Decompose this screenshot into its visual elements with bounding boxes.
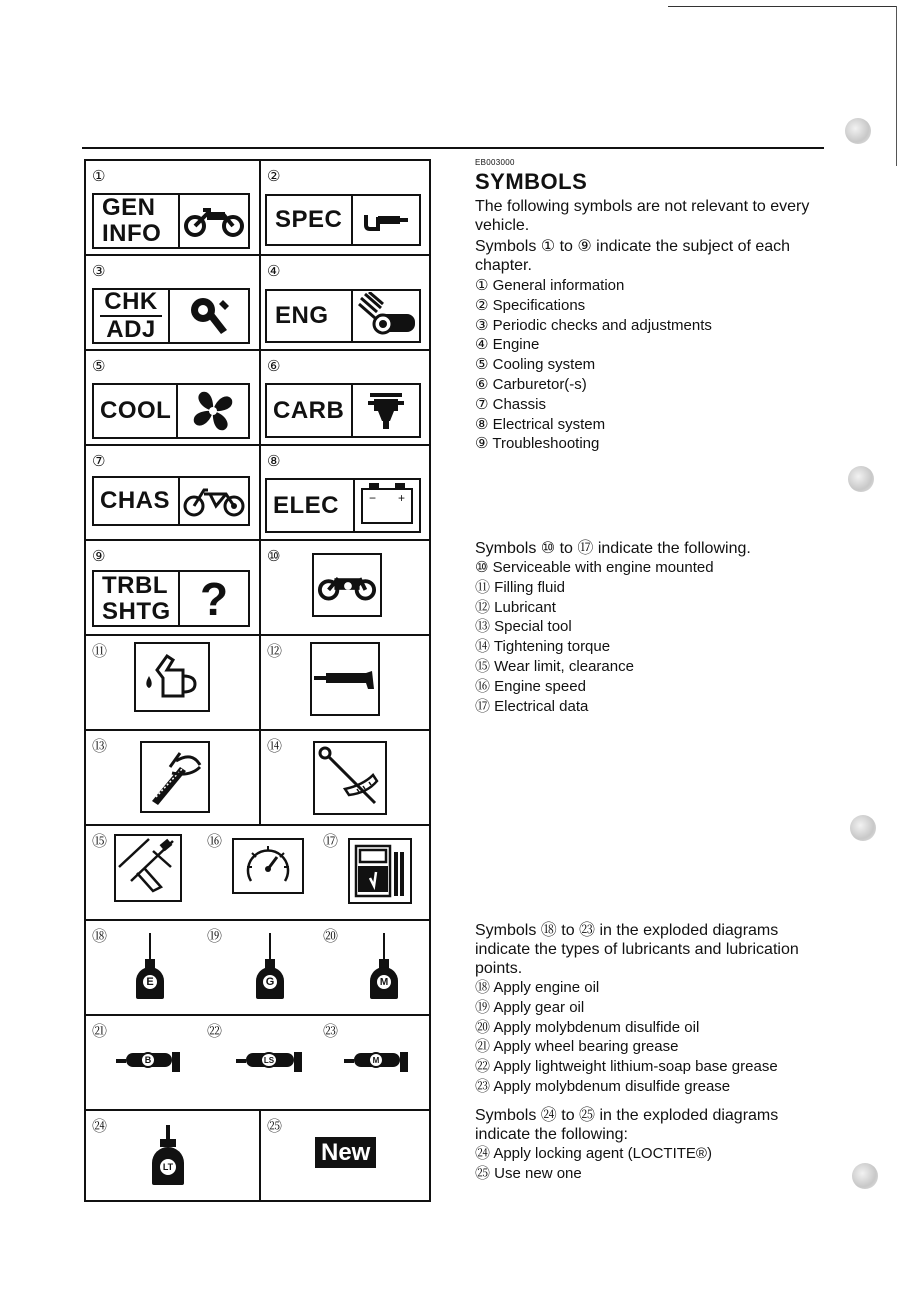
section-heading: Symbols ⑱ to ㉓ in the exploded diagrams indicate the types of lubricants and lubrication points. — [475, 922, 799, 977]
chas-badge — [92, 476, 250, 526]
cell-greases — [84, 1014, 431, 1111]
oil-letter: M — [375, 973, 393, 991]
symbol-number: ⑭ — [267, 737, 283, 755]
section-heading: Symbols ⑩ to ⑰ indicate the following. — [475, 540, 751, 557]
symbol-number: ⑥ — [267, 357, 281, 375]
oil-can-icon — [134, 642, 210, 712]
question-mark-icon: ? — [199, 572, 229, 625]
chk-adj-badge — [92, 288, 250, 344]
symbol-number: ⑬ — [92, 737, 108, 755]
binder-hole — [845, 118, 871, 144]
list-item: ⑨ Troubleshooting — [475, 435, 600, 453]
cell-cool — [84, 349, 261, 446]
battery-icon — [355, 480, 419, 531]
symbol-number: ③ — [92, 262, 106, 280]
chk-text: CHK — [100, 289, 162, 317]
list-item: ⑦ Chassis — [475, 395, 546, 413]
wrench-icon — [170, 290, 248, 342]
fan-icon — [178, 385, 248, 437]
symbol-number: ⑩ — [267, 547, 281, 565]
list-item: ⑮ Wear limit, clearance — [475, 657, 634, 675]
header-rule — [82, 147, 824, 149]
chk-adj-label — [94, 290, 168, 342]
spec-label: SPEC — [275, 206, 343, 233]
cell-carb — [259, 349, 431, 446]
cell-spec — [259, 159, 431, 256]
grease-letter: B — [140, 1052, 156, 1068]
cell-elec — [259, 444, 431, 541]
new-badge — [315, 1139, 376, 1167]
oil-letter: E — [141, 973, 159, 991]
symbol-number: ⑧ — [267, 452, 281, 470]
symbols-24-25-block — [475, 1104, 830, 1184]
trbl-shtg-label — [94, 572, 178, 625]
trbl-text: TRBL — [102, 571, 168, 599]
top-rule — [668, 6, 896, 7]
list-item: ① General information — [475, 277, 625, 294]
intro-paragraph-chapters: Symbols ① to ⑨ indicate the subject of each chapter. — [475, 238, 791, 274]
symbol-number: ② — [267, 167, 281, 185]
symbol-number: ⑮ — [92, 832, 108, 850]
engine-oil-icon — [132, 933, 168, 999]
battery-minus: − — [369, 490, 377, 505]
list-item: ㉑ Apply wheel bearing grease — [475, 1038, 679, 1056]
list-item: ⑭ Tightening torque — [475, 638, 611, 656]
list-item: ② Specifications — [475, 296, 586, 314]
binder-hole — [848, 466, 874, 492]
symbol-number: ⑱ — [92, 927, 108, 945]
section-code: EB003000 — [475, 158, 515, 167]
tachometer-icon — [232, 838, 304, 894]
locking-agent-icon — [148, 1125, 188, 1187]
cell-filling-fluid — [84, 634, 261, 731]
symbol-number: ㉒ — [207, 1022, 223, 1040]
cell-new-part — [259, 1109, 431, 1202]
engine-mounted-icon — [312, 553, 382, 617]
symbols-header-block — [475, 158, 830, 454]
list-item: ③ Periodic checks and adjustments — [475, 316, 712, 334]
cool-label: COOL — [100, 397, 172, 424]
list-item: ⑪ Filling fluid — [475, 578, 566, 596]
gen-info-label — [94, 195, 178, 247]
motorcycle-icon — [180, 195, 248, 247]
top-right-rule — [896, 6, 897, 166]
symbol-number: ⑤ — [92, 357, 106, 375]
symbol-number: ⑫ — [267, 642, 283, 660]
multimeter-icon — [348, 838, 412, 904]
cell-engine-mounted — [259, 539, 431, 636]
gen-info-badge — [92, 193, 250, 249]
symbol-number: ⑦ — [92, 452, 106, 470]
binder-hole — [852, 1163, 878, 1189]
cell-eng — [259, 254, 431, 351]
lubricant-icon — [310, 642, 380, 716]
cool-badge — [92, 383, 250, 439]
symbols-18-23-block — [475, 919, 830, 1097]
grease-letter: M — [368, 1052, 384, 1068]
eng-label: ENG — [275, 302, 329, 329]
frame-icon — [180, 478, 248, 524]
list-item: ⑧ Electrical system — [475, 415, 606, 433]
list-item: ⑲ Apply gear oil — [475, 998, 585, 1016]
list-item: ⑫ Lubricant — [475, 598, 556, 616]
intro-paragraph: The following symbols are not relevant to every vehicle. — [475, 198, 810, 234]
symbol-number: ① — [92, 167, 106, 185]
list-item: ㉔ Apply locking agent (LOCTITE®) — [475, 1145, 712, 1162]
symbol-number: ㉓ — [323, 1022, 339, 1040]
list-item: ㉓ Apply molybdenum disulfide grease — [475, 1077, 731, 1095]
special-tool-icon — [140, 741, 210, 813]
feeler-gauge-icon — [353, 196, 419, 244]
symbol-number: ㉑ — [92, 1022, 108, 1040]
shtg-text: SHTG — [102, 597, 171, 625]
adj-text: ADJ — [106, 316, 156, 343]
lithium-grease-icon — [236, 1050, 306, 1072]
carb-label: CARB — [273, 396, 345, 424]
list-item: ⑩ Serviceable with engine mounted — [475, 559, 714, 576]
chapter-list — [475, 276, 830, 454]
symbol-number: ⑯ — [207, 832, 223, 850]
gear-oil-icon — [252, 933, 288, 999]
list-item: ⑰ Electrical data — [475, 697, 589, 715]
symbol-number: ⑲ — [207, 927, 223, 945]
list-item: ㉒ Apply lightweight lithium-soap base grease — [475, 1058, 778, 1076]
cell-gen-info — [84, 159, 261, 256]
symbol-number: ④ — [267, 262, 281, 280]
cell-tightening-torque — [259, 729, 431, 826]
trbl-shtg-badge — [92, 570, 250, 627]
cell-wear-speed-electrical — [84, 824, 431, 921]
carburetor-icon — [353, 385, 419, 436]
carb-badge — [265, 383, 421, 438]
page-title: SYMBOLS — [475, 169, 588, 194]
cell-chas — [84, 444, 261, 541]
oil-letter: G — [261, 973, 279, 991]
spec-badge — [265, 194, 421, 246]
list-item: ⑬ Special tool — [475, 618, 572, 636]
info-text: INFO — [102, 220, 162, 247]
symbol-number: ⑨ — [92, 547, 106, 565]
elec-label: ELEC — [273, 491, 340, 519]
moly-grease-icon — [344, 1050, 412, 1072]
symbol-number: ⑳ — [323, 927, 339, 945]
list-item: ⑥ Carburetor(-s) — [475, 375, 587, 393]
section-heading: Symbols ㉔ to ㉕ in the exploded diagrams indicate the following: — [475, 1107, 779, 1143]
list-item: ⑯ Engine speed — [475, 677, 586, 695]
lt-letter: LT — [158, 1157, 178, 1177]
symbols-10-17-block — [475, 537, 830, 716]
cell-oils — [84, 919, 431, 1016]
torque-wrench-icon — [313, 741, 387, 815]
list-item: ⑤ Cooling system — [475, 356, 596, 374]
symbol-number: ㉔ — [92, 1117, 108, 1135]
cell-locking-agent — [84, 1109, 261, 1202]
new-label: New — [315, 1137, 376, 1168]
list-item: ⑳ Apply molybdenum disulfide oil — [475, 1018, 700, 1036]
caliper-icon — [114, 834, 182, 902]
moly-oil-icon — [366, 933, 402, 999]
cell-special-tool — [84, 729, 261, 826]
cell-lubricant — [259, 634, 431, 731]
binder-hole — [850, 815, 876, 841]
symbol-number: ⑰ — [323, 832, 339, 850]
cell-trbl-shtg — [84, 539, 261, 636]
eng-badge — [265, 289, 421, 343]
symbol-number: ⑪ — [92, 642, 108, 660]
grease-letter: LS — [260, 1052, 278, 1068]
engine-icon — [353, 291, 419, 341]
gen-text: GEN — [102, 194, 156, 221]
symbol-number: ㉕ — [267, 1117, 283, 1135]
chas-label: CHAS — [100, 487, 171, 514]
elec-badge — [265, 478, 421, 533]
cell-chk-adj — [84, 254, 261, 351]
list-item: ⑱ Apply engine oil — [475, 979, 600, 996]
list-item: ④ Engine — [475, 336, 540, 354]
wheel-bearing-grease-icon — [116, 1050, 184, 1072]
list-item: ㉕ Use new one — [475, 1164, 582, 1182]
battery-plus: + — [397, 490, 405, 505]
